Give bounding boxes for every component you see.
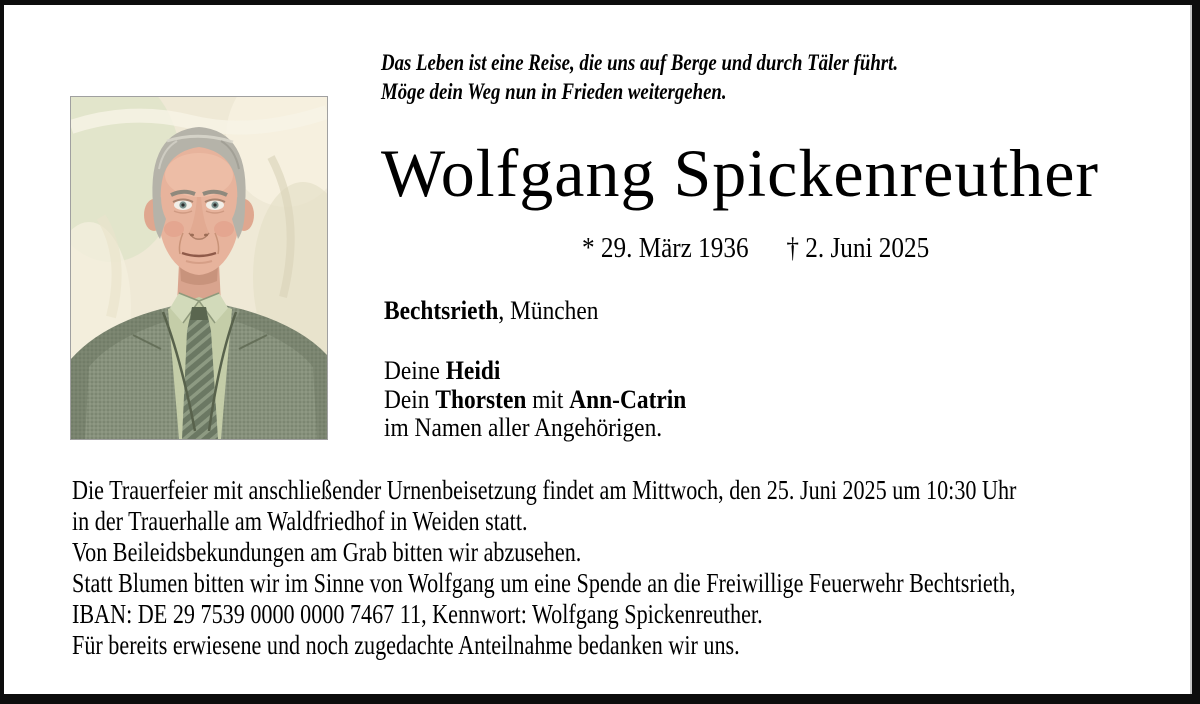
places-line: Bechtsrieth, München [384,296,599,325]
birth-date: * 29. März 1936 [582,233,749,264]
portrait-photo [70,96,328,440]
death-date: † 2. Juni 2025 [786,233,930,264]
mourners-block: Deine Heidi Dein Thorsten mit Ann-Catrin im Namen aller Angehörigen. [384,356,687,442]
condolences-paragraph: Von Beileidsbekundungen am Grab bitten wir abzusehen. [72,537,582,567]
funeral-information [72,475,1016,661]
donations-paragraph: Statt Blumen bitten wir im Sinne von Wolfgang um eine Spende an die Freiwillige Feuerwehr Bechtsrieth, IBAN: DE 29 7539 0000 0000 7467 11, Kennwort: Wolfgang Spickenreuther. [72,568,1016,629]
deceased-name: Wolfgang Spickenreuther [381,135,1100,211]
epigraph-verse: Das Leben ist eine Reise, die uns auf Berge und durch Täler führt. Möge dein Weg nun in Frieden weitergehen. [381,50,899,105]
thanks-paragraph: Für bereits erwiesene und noch zugedachte Anteilnahme bedanken wir uns. [72,630,740,660]
life-dates [582,232,929,266]
portrait-illustration [71,97,327,439]
funeral-service-paragraph: Die Trauerfeier mit anschließender Urnenbeisetzung findet am Mittwoch, den 25. Juni 2025 um 10:30 Uhr in der Trauerhalle am Waldfriedhof in Weiden statt. [72,475,1017,536]
